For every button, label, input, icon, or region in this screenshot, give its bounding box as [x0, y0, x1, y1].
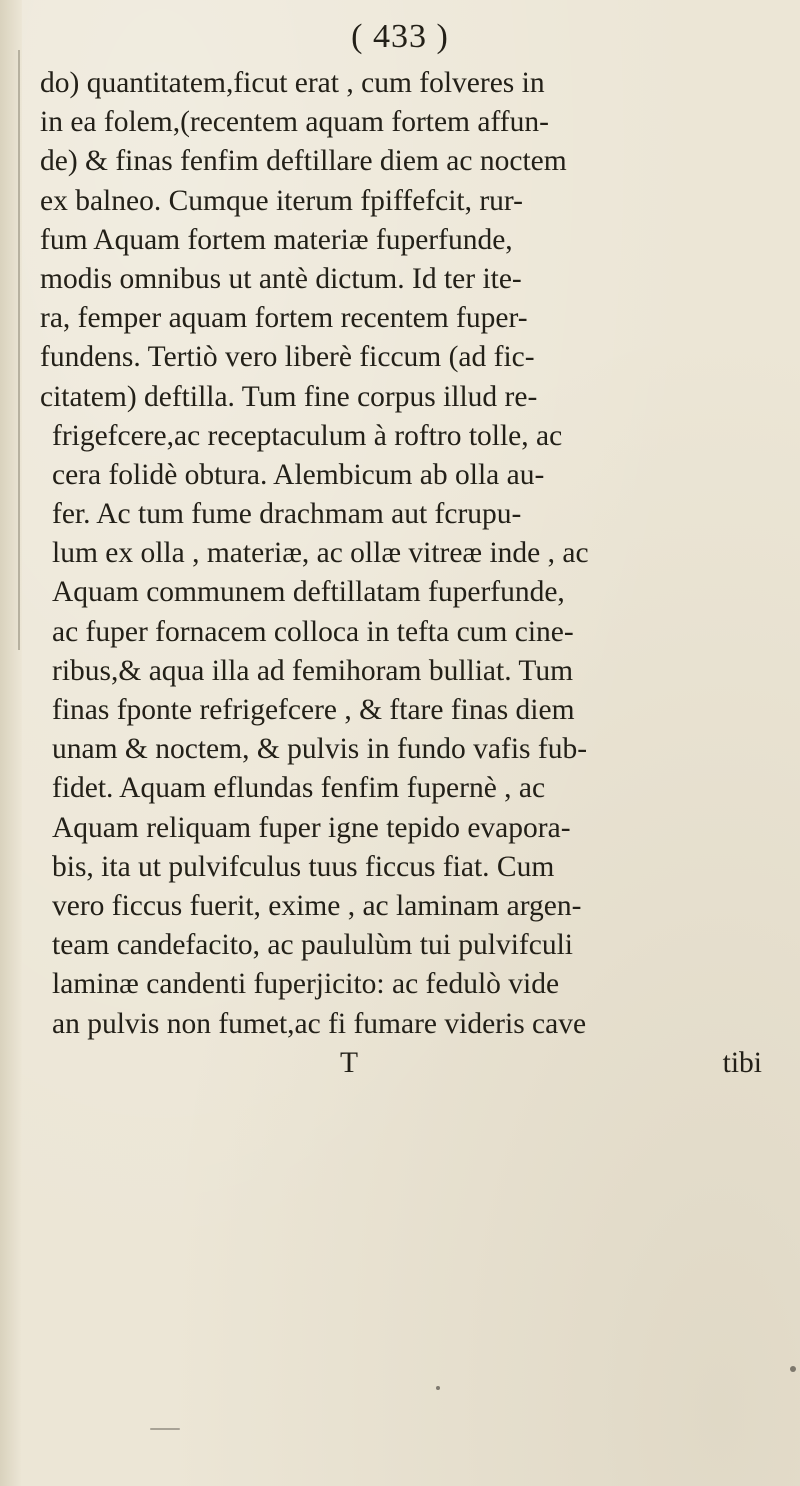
text-line: unam & noctem, & pulvis in fundo vafis fub-: [52, 733, 588, 766]
text-line: lum ex olla , materiæ, ac ollæ vitreæ inde , ac: [52, 537, 589, 570]
text-line: laminæ candenti fuperjicito: ac fedulò vide: [52, 968, 560, 1001]
text-line: de) & finas fenfim deftillare diem ac noctem: [40, 145, 567, 178]
text-line: fundens. Tertiò vero liberè ficcum (ad fic-: [40, 341, 535, 374]
text-line: modis omnibus ut antè dictum. Id ter ite-: [40, 262, 522, 295]
text-line: ex balneo. Cumque iterum fpiffefcit, rur-: [40, 184, 523, 217]
signature-mark: T: [340, 1046, 359, 1079]
signature-line: [40, 1044, 792, 1083]
ink-speck: [436, 1386, 440, 1390]
text-line: ra, femper aquam fortem recentem fuper-: [40, 302, 528, 335]
bottom-margin: [0, 1200, 800, 1486]
text-line: an pulvis non fumet,ac fi fumare videris cave: [52, 1007, 587, 1040]
text-line: finas fponte refrigefcere , & ftare finas diem: [52, 694, 575, 726]
text-line: frigefcere,ac receptaculum à roftro tolle, ac: [52, 419, 563, 452]
ink-speck: [790, 1366, 796, 1372]
ink-speck: [150, 1428, 180, 1430]
text-line: ribus,& aqua illa ad femihoram bulliat. Tum: [52, 654, 574, 687]
text-line: vero ficcus fuerit, exime , ac laminam argen-: [52, 889, 582, 922]
text-line: bis, ita ut pulvifculus tuus ficcus fiat. Cum: [52, 850, 555, 883]
text-line: ac fuper fornacem colloca in tefta cum cine-: [52, 615, 574, 648]
text-line: Aquam reliquam fuper igne tepido evapora-: [52, 811, 571, 844]
text-line: team candefacito, ac paululùm tui pulvifculi: [52, 929, 573, 962]
text-line: fum Aquam fortem materiæ fuperfunde,: [40, 223, 513, 256]
body-text: [40, 64, 792, 1083]
catchword: tibi: [722, 1046, 762, 1079]
text-line: fidet. Aquam eflundas fenfim fupernè , ac: [52, 772, 546, 805]
text-line: Aquam communem deftillatam fuperfunde,: [52, 576, 565, 609]
text-line: citatem) deftilla. Tum fine corpus illud re-: [40, 380, 538, 413]
text-line: do) quantitatem,ficut erat , cum folveres in: [40, 67, 545, 99]
text-line: cera folidè obtura. Alembicum ab olla au-: [52, 458, 545, 491]
gutter-edge-line: [18, 50, 20, 650]
text-line: in ea folem,(recentem aquam fortem affun-: [40, 106, 549, 139]
page-number: ( 433 ): [351, 18, 449, 55]
text-line: fer. Ac tum fume drachmam aut fcrupu-: [52, 498, 522, 531]
